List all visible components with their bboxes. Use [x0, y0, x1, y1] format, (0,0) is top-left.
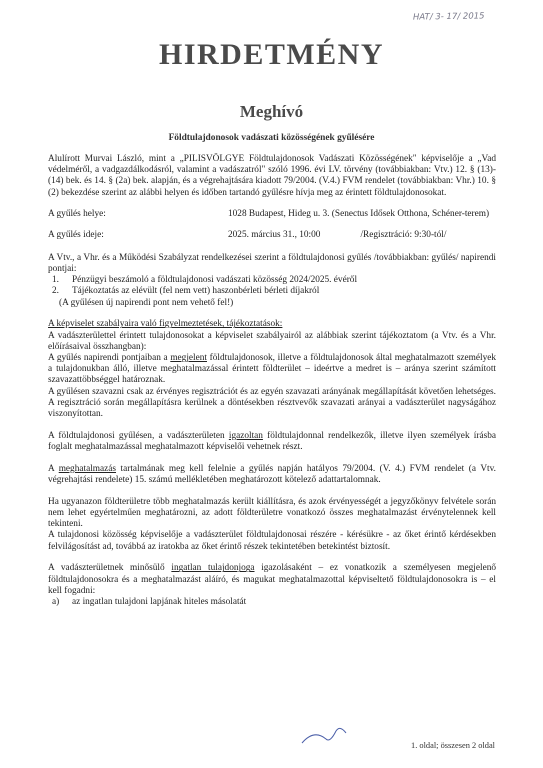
voting-paragraph: A gyűlés napirendi pontjaiban a megjelent földtulajdonosok, illetve a földtulajdonosok által meghatalmazott személyek a tulajdonukban álló, illetve meghatalmazással érintett földterület – ideértve a medret is – aránya szerint számított szavazattöbbséggel határoznak. [48, 353, 496, 386]
multiple-authorization-paragraph: Ha ugyanazon földterületre több meghatalmazás került kiállításra, és azok érvényességét a jegyzőkönyv felvétele során nem lehet egyértelműen meghatározni, az adott földterületre vonatkozó összes meghatalmazást érvénytelennek kell tekinteni. [48, 496, 496, 530]
agenda-item-number: 1. [52, 275, 59, 286]
agenda-item-text: Tájékoztatás az elévült (fel nem vett) haszonbérleti bérleti díjakról [72, 286, 320, 297]
agenda-item [48, 275, 496, 286]
meeting-purpose: Földtulajdonosok vadászati közösségének gyűlésére [168, 133, 375, 143]
meeting-time-row [48, 230, 496, 241]
property-paragraph: A vadászterületnek minősülő ingatlan tulajdonjoga igazolásaként – ez vonatkozik a személyesen megjelenő földtulajdonosokra és a meghatalmazást aláíró, és magukat meghatalmazottal képviseltető földtulajdonosokra is – el kell fogadni: [48, 563, 497, 596]
registration-paragraph: A gyűlésen szavazni csak az érvényes regisztrációt és az egyén szavazati arányának megállapítását követően lehetséges. A regisztráció során megállapításra kerülnek a döntésekben résztvevők szavazati arányai a vadászterület nagyságához viszonyítottan. [48, 386, 496, 420]
page-footer: 1. oldal; összesen 2 oldal [411, 741, 495, 750]
identity-paragraph: A földtulajdonosi gyűlésen, a vadászterületen igazoltan földtulajdonnal rendelkezők, illetve ilyen személyek írásba foglalt meghatalmazással meghatalmazott képviselői vehetnek részt. [48, 430, 496, 453]
meeting-place-row [48, 209, 496, 220]
agenda-item [48, 286, 496, 297]
property-list-text: az ingatlan tulajdoni lapjának hiteles másolatát [72, 597, 247, 608]
intro-paragraph: Alulírott Murvai László, mint a „PILISVÖLGYE Földtulajdonosok Vadászati Közösségének" képviselője a „Vad védelméről, a vadgazdálkodásról, valamint a vadászatról" szóló 1996. évi LV. törvény (továbbiakban: Vtv.) 12. § (13)-(14) bek. és 14. § (2a) bek. alapján, és a végrehajtására kiadott 79/2004. (V.4.) FVM rendelet (továbbiakban: Vhr.) 10. § (2) bekezdése szerint az alábbi helyen és időben tartandó gyűlésre hívja meg az érintett földtulajdonosokat. [48, 154, 496, 198]
property-list-item [48, 597, 496, 608]
property-list-marker: a) [52, 597, 60, 608]
information-paragraph: A tulajdonosi közösség képviselője a vadászterület földtulajdonosai részére - kérésükre - az őket érintő kérdésekben felvilágosítást ad, továbbá az iratokba az őket érintő részek tekintetében betekintést biztosít. [48, 530, 496, 552]
handwritten-reference: HAT/ 3- 17/ 2015 [413, 11, 486, 23]
meeting-place-value: 1028 Budapest, Hideg u. 3. (Senectus Idősek Otthona, Schéner-terem) [228, 209, 490, 220]
page-subtitle: Meghívó [239, 102, 304, 121]
meeting-time-value: 2025. március 31., 10:00 [228, 229, 321, 240]
registration-time: /Regisztráció: 9:30-tól/ [360, 229, 447, 240]
agenda-item-number: 2. [52, 286, 59, 297]
agenda-intro: A Vtv., a Vhr. és a Működési Szabályzat rendelkezései szerint a földtulajdonosi gyűlés /továbbiakban: gyűlés/ napirendi pontjai: [48, 252, 496, 275]
document-body [48, 154, 496, 608]
authorization-paragraph: A meghatalmazás tartalmának meg kell felelnie a gyűlés napján hatályos 79/2004. (V. 4.) FVM rendelet (a Vtv. végrehajtási rendelete) 15. számú mellékletében meghatározott kötelező adattartalomnak. [48, 463, 496, 486]
agenda-note: (A gyűlésen új napirendi pont nem vehető fel!) [59, 297, 234, 308]
meeting-place-label: A gyűlés helye: [48, 209, 106, 220]
agenda-list [48, 275, 496, 309]
meeting-time-label: A gyűlés ideje: [48, 229, 104, 240]
page-title: HIRDETMÉNY [158, 38, 384, 71]
signature-mark [300, 723, 360, 747]
representation-paragraph: A vadászterülettel érintett tulajdonosokat a képviselet szabályairól az alábbiak szerint tájékoztatom (a Vtv. és a Vhr. előírásaival összhangban): [48, 330, 496, 352]
representation-heading: A képviselet szabályaira való figyelmeztetések, tájékoztatások: [48, 319, 283, 330]
agenda-item-text: Pénzügyi beszámoló a földtulajdonosi vadászati közösség 2024/2025. évéről [72, 275, 358, 286]
